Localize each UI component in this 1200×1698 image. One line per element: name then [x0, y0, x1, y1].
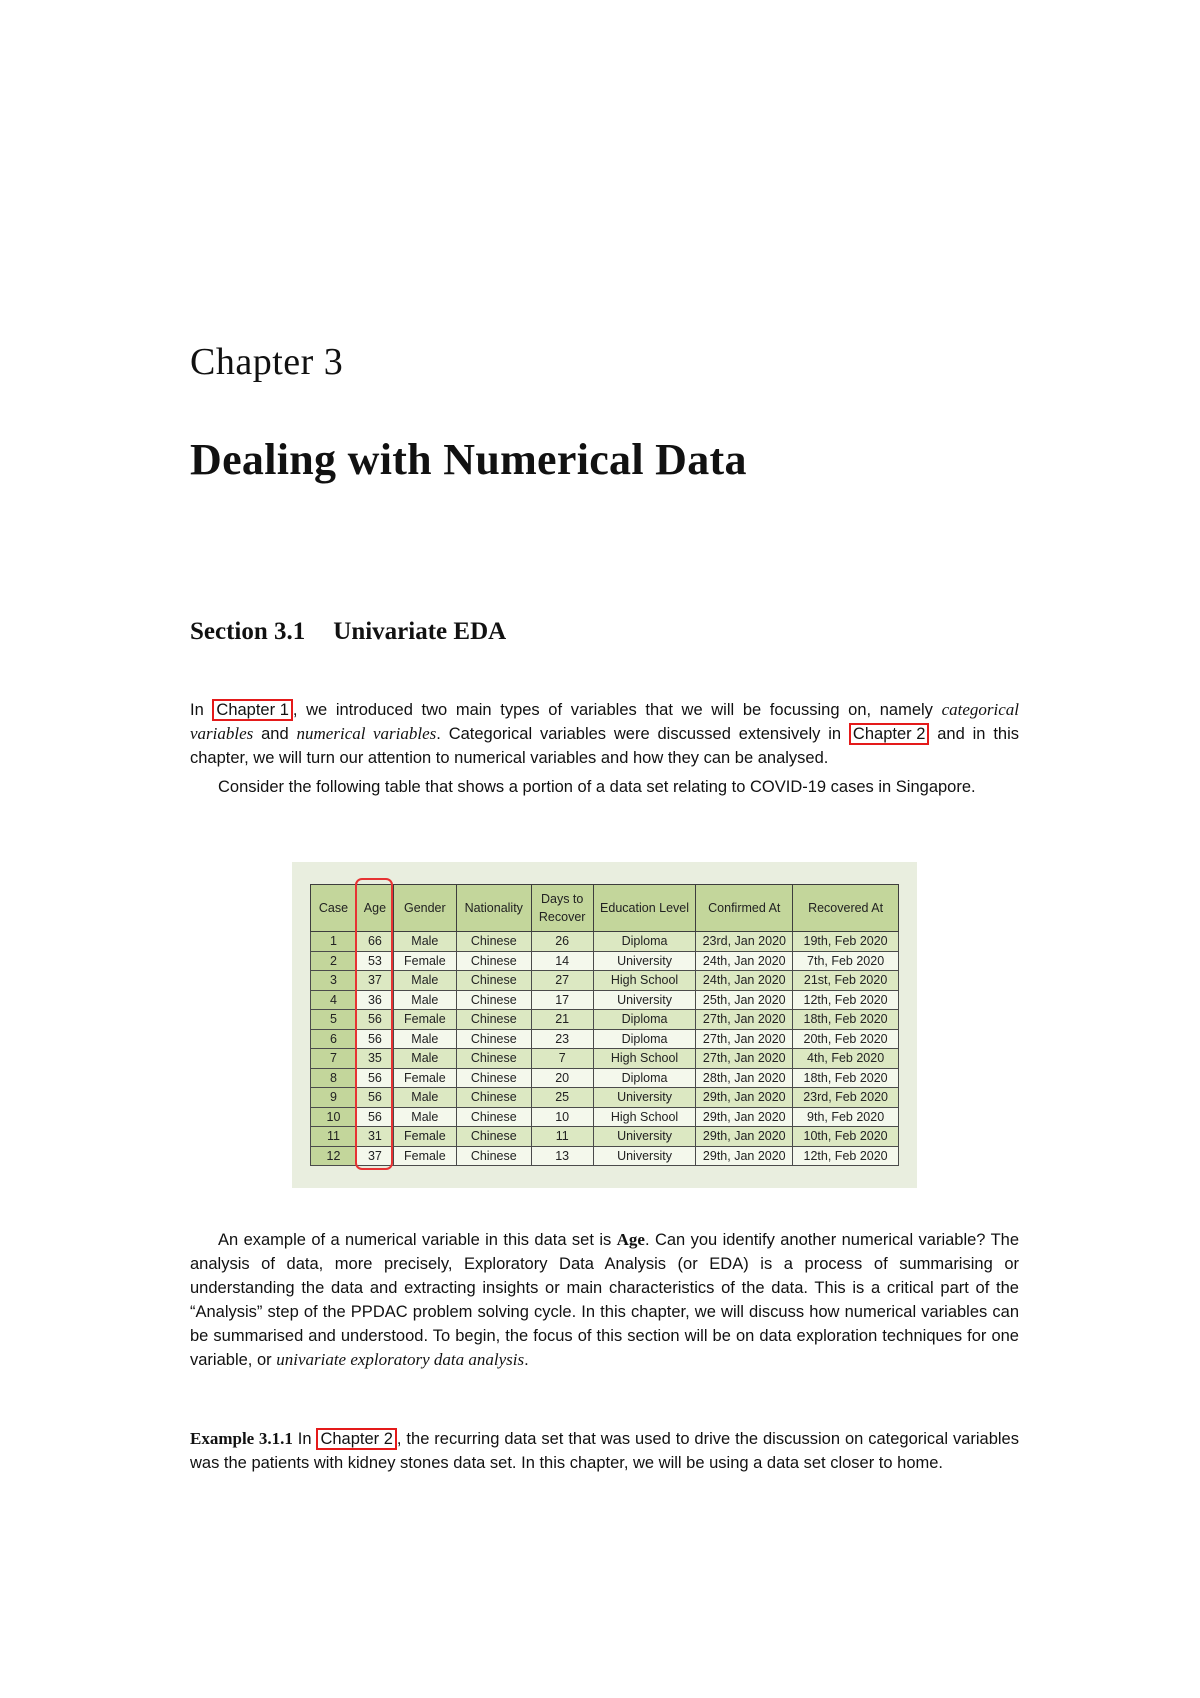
text: and in this chapter, we will turn our attention to numerical variables and how they can be analysed.: [190, 725, 1020, 767]
table-cell-age: 56: [356, 1107, 393, 1127]
table-cell-days: 13: [531, 1146, 593, 1166]
chapter-1-link[interactable]: Chapter 1: [212, 699, 292, 721]
table-cell-nationality: Chinese: [456, 971, 531, 991]
table-cell-days: 21: [531, 1010, 593, 1030]
covid-data-table: [310, 884, 899, 1166]
emphasis-numerical: numerical variables: [296, 724, 437, 743]
table-cell-gender: Male: [393, 1049, 456, 1069]
table-cell-education: Diploma: [593, 932, 696, 952]
header-cell: Nationality: [456, 885, 531, 932]
table-cell-age: 37: [356, 971, 393, 991]
text: and: [253, 725, 297, 743]
example-label: Example 3.1.1: [190, 1429, 293, 1448]
table-cell-confirmed: 29th, Jan 2020: [696, 1127, 793, 1147]
text: An example of a numerical variable in this data set is: [218, 1231, 617, 1249]
table-cell-case: 2: [311, 951, 357, 971]
table-row: [311, 1146, 899, 1166]
table-row: [311, 971, 899, 991]
table-cell-confirmed: 27th, Jan 2020: [696, 1029, 793, 1049]
table-cell-recovered: 12th, Feb 2020: [793, 990, 899, 1010]
table-cell-nationality: Chinese: [456, 1146, 531, 1166]
table-cell-nationality: Chinese: [456, 1127, 531, 1147]
example-paragraph: [190, 1427, 1019, 1475]
header-cell: Education Level: [593, 885, 696, 932]
table-cell-confirmed: 27th, Jan 2020: [696, 1049, 793, 1069]
header-cell: Days to Recover: [531, 885, 593, 932]
table-cell-gender: Male: [393, 932, 456, 952]
table-cell-nationality: Chinese: [456, 951, 531, 971]
table-cell-nationality: Chinese: [456, 1049, 531, 1069]
table-cell-nationality: Chinese: [456, 1010, 531, 1030]
age-column-highlight: [355, 878, 393, 1170]
table-cell-recovered: 19th, Feb 2020: [793, 932, 899, 952]
table-cell-recovered: 4th, Feb 2020: [793, 1049, 899, 1069]
section-heading: [190, 618, 506, 646]
table-cell-education: High School: [593, 971, 696, 991]
table-cell-education: High School: [593, 1049, 696, 1069]
table-cell-age: 36: [356, 990, 393, 1010]
table-cell-gender: Male: [393, 1088, 456, 1108]
table-cell-gender: Male: [393, 1029, 456, 1049]
table-cell-education: University: [593, 1088, 696, 1108]
text: , the recurring data set that was used to drive the discussion on categorical variables was the patients with kidney stones data set. In this chapter, we will be using a data set closer to home.: [190, 1430, 1019, 1472]
table-cell-nationality: Chinese: [456, 1107, 531, 1127]
table-cell-education: University: [593, 1127, 696, 1147]
emphasis-univariate: univariate exploratory data analysis: [276, 1350, 525, 1369]
table-cell-confirmed: 29th, Jan 2020: [696, 1107, 793, 1127]
table-row: [311, 1127, 899, 1147]
table-cell-case: 9: [311, 1088, 357, 1108]
table-row: [311, 1029, 899, 1049]
table-cell-education: University: [593, 1146, 696, 1166]
table-cell-nationality: Chinese: [456, 1088, 531, 1108]
table-cell-confirmed: 23rd, Jan 2020: [696, 932, 793, 952]
table-cell-case: 11: [311, 1127, 357, 1147]
table-cell-age: 53: [356, 951, 393, 971]
table-cell-age: 56: [356, 1010, 393, 1030]
text: .: [524, 1351, 529, 1369]
table-cell-recovered: 12th, Feb 2020: [793, 1146, 899, 1166]
table-header-row: [311, 885, 899, 932]
table-row: [311, 1010, 899, 1030]
table-cell-recovered: 9th, Feb 2020: [793, 1107, 899, 1127]
table-cell-days: 14: [531, 951, 593, 971]
table-row: [311, 932, 899, 952]
header-cell: Confirmed At: [696, 885, 793, 932]
table-cell-education: High School: [593, 1107, 696, 1127]
table-cell-case: 12: [311, 1146, 357, 1166]
table-row: [311, 990, 899, 1010]
table-cell-confirmed: 25th, Jan 2020: [696, 990, 793, 1010]
table-cell-confirmed: 29th, Jan 2020: [696, 1088, 793, 1108]
header-cell: Gender: [393, 885, 456, 932]
emphasis-categorical: categorical variables: [190, 700, 1019, 743]
table-row: [311, 1088, 899, 1108]
table-cell-recovered: 21st, Feb 2020: [793, 971, 899, 991]
table-cell-age: 56: [356, 1068, 393, 1088]
table-cell-case: 3: [311, 971, 357, 991]
table-cell-days: 20: [531, 1068, 593, 1088]
table-cell-gender: Female: [393, 1146, 456, 1166]
table-cell-days: 27: [531, 971, 593, 991]
table-row: [311, 951, 899, 971]
chapter-2-link[interactable]: Chapter 2: [316, 1428, 396, 1450]
table-row: [311, 1068, 899, 1088]
table-cell-nationality: Chinese: [456, 990, 531, 1010]
table-cell-gender: Female: [393, 951, 456, 971]
chapter-title: Dealing with Numerical Data: [190, 435, 747, 484]
table-cell-confirmed: 28th, Jan 2020: [696, 1068, 793, 1088]
table-cell-gender: Female: [393, 1010, 456, 1030]
header-cell: Age: [356, 885, 393, 932]
table-intro-paragraph: Consider the following table that shows a portion of a data set relating to COVID-19 cases in Singapore.: [218, 778, 976, 796]
table-cell-days: 17: [531, 990, 593, 1010]
table-cell-education: Diploma: [593, 1010, 696, 1030]
table-cell-age: 56: [356, 1088, 393, 1108]
table-cell-education: Diploma: [593, 1029, 696, 1049]
table-cell-nationality: Chinese: [456, 932, 531, 952]
table-cell-gender: Male: [393, 1107, 456, 1127]
table-cell-confirmed: 24th, Jan 2020: [696, 951, 793, 971]
table-cell-days: 26: [531, 932, 593, 952]
table-row: [311, 1107, 899, 1127]
text: . Categorical variables were discussed extensively in: [436, 725, 849, 743]
table-cell-case: 7: [311, 1049, 357, 1069]
text: . Can you identify another numerical variable? The analysis of data, more precisely, Exploratory Data Analysis (or EDA) is a process of summarising or understanding the data and extracting insights or main characteristics of the data. This is a critical part of the “Analysis” step of the PPDAC problem solving cycle. In this chapter, we will discuss how numerical variables can be summarised and understood. To begin, the focus of this section will be on data exploration techniques for one variable, or: [190, 1231, 1020, 1369]
chapter-label: Chapter 3: [190, 341, 344, 383]
text: , we introduced two main types of variables that we will be focussing on, namely: [292, 701, 942, 719]
eda-paragraph: [190, 1228, 1019, 1372]
table-cell-recovered: 10th, Feb 2020: [793, 1127, 899, 1147]
table-cell-days: 23: [531, 1029, 593, 1049]
table-cell-case: 8: [311, 1068, 357, 1088]
text: In: [190, 701, 213, 719]
table-cell-confirmed: 24th, Jan 2020: [696, 971, 793, 991]
table-cell-education: University: [593, 951, 696, 971]
table-cell-gender: Male: [393, 971, 456, 991]
table-cell-days: 10: [531, 1107, 593, 1127]
table-cell-case: 1: [311, 932, 357, 952]
table-row: [311, 1049, 899, 1069]
table-cell-education: Diploma: [593, 1068, 696, 1088]
header-cell: Case: [311, 885, 357, 932]
table-cell-age: 35: [356, 1049, 393, 1069]
table-cell-gender: Female: [393, 1068, 456, 1088]
table-cell-nationality: Chinese: [456, 1068, 531, 1088]
table-cell-confirmed: 29th, Jan 2020: [696, 1146, 793, 1166]
table-cell-case: 10: [311, 1107, 357, 1127]
header-cell: Recovered At: [793, 885, 899, 932]
table-cell-age: 31: [356, 1127, 393, 1147]
table-cell-days: 25: [531, 1088, 593, 1108]
table-cell-recovered: 7th, Feb 2020: [793, 951, 899, 971]
table-cell-days: 11: [531, 1127, 593, 1147]
table-cell-case: 4: [311, 990, 357, 1010]
table-cell-recovered: 23rd, Feb 2020: [793, 1088, 899, 1108]
section-name: Univariate EDA: [333, 618, 507, 645]
bold-term-age: Age: [616, 1230, 645, 1249]
table-cell-recovered: 18th, Feb 2020: [793, 1068, 899, 1088]
table-cell-case: 5: [311, 1010, 357, 1030]
table-cell-gender: Female: [393, 1127, 456, 1147]
table-cell-age: 66: [356, 932, 393, 952]
chapter-2-link[interactable]: Chapter 2: [849, 723, 929, 745]
table-cell-recovered: 20th, Feb 2020: [793, 1029, 899, 1049]
table-cell-days: 7: [531, 1049, 593, 1069]
table-cell-age: 37: [356, 1146, 393, 1166]
table-cell-age: 56: [356, 1029, 393, 1049]
intro-paragraph: [190, 698, 1019, 770]
table-cell-confirmed: 27th, Jan 2020: [696, 1010, 793, 1030]
table-cell-education: University: [593, 990, 696, 1010]
section-number: Section 3.1: [190, 618, 306, 645]
text: In: [292, 1430, 317, 1448]
table-cell-gender: Male: [393, 990, 456, 1010]
table-cell-nationality: Chinese: [456, 1029, 531, 1049]
table-cell-recovered: 18th, Feb 2020: [793, 1010, 899, 1030]
table-cell-case: 6: [311, 1029, 357, 1049]
